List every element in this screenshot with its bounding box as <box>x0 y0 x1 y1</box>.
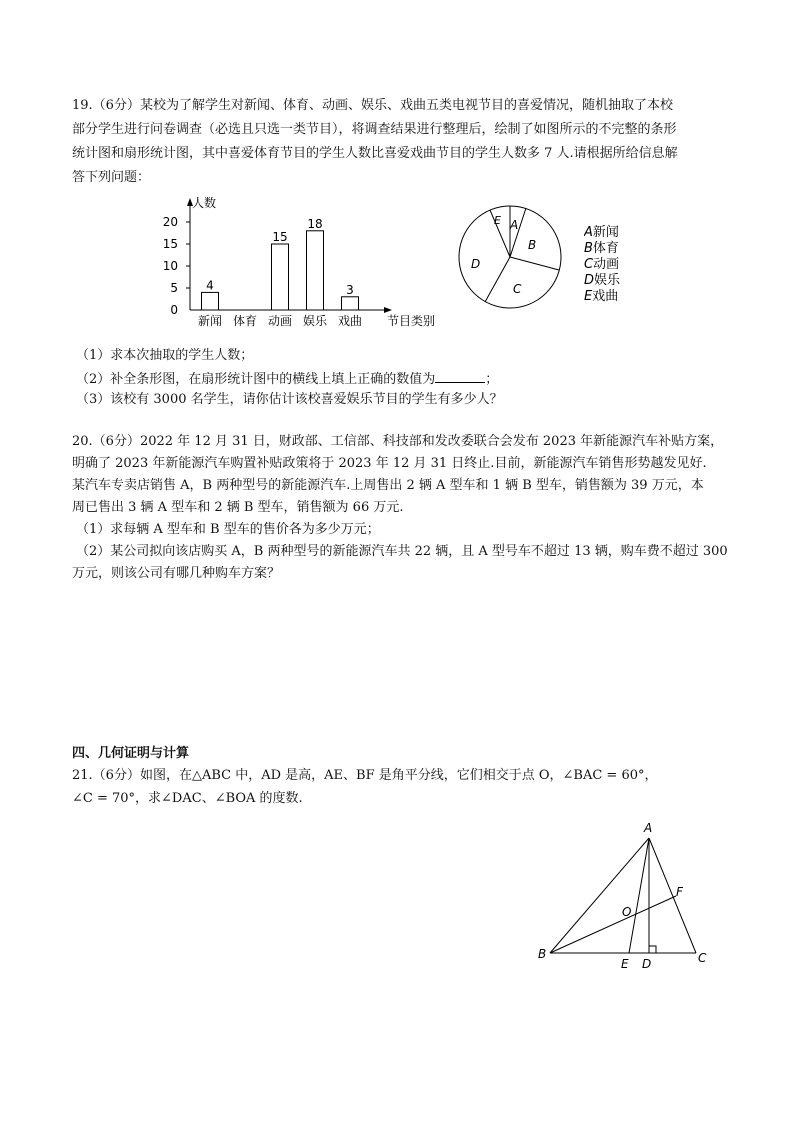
legend-item-e: E戏曲 <box>584 289 619 304</box>
bar <box>202 292 219 310</box>
q19-line-2: 部分学生进行问卷调查（必选且只选一类节目），将调查结果进行整理后，绘制了如图所示的不完整的条形 <box>72 122 677 137</box>
pie-label-b: B <box>528 238 537 252</box>
legend-item-b: B体育 <box>584 241 619 256</box>
pie-radius-3 <box>510 257 559 270</box>
point-f: F <box>676 885 683 899</box>
point-b: B <box>538 947 547 961</box>
bar-value-label: 4 <box>206 278 214 293</box>
y-tick-label: 0 <box>170 303 178 317</box>
q21-line-2: ∠C = 70°，求∠DAC、∠BOA 的度数. <box>72 791 303 806</box>
q20-line-3: 某汽车专卖店销售 A，B 两种型号的新能源汽车.上周售出 2 辆 A 型车和 1 辆 B 型车，销售额为 39 万元，本 <box>72 478 704 493</box>
y-axis-label: 人数 <box>192 196 217 210</box>
side-ab <box>550 838 649 953</box>
side-ac <box>649 838 696 953</box>
answer-blank[interactable] <box>435 369 485 383</box>
q21-line-1: 21.（6分）如图，在△ABC 中，AD 是高，AE、BF 是角平分线，它们相交于点 O，∠BAC = 60°， <box>72 768 658 783</box>
bar <box>272 244 289 310</box>
q20-sub-1: （1）求每辆 A 型车和 B 型车的售价各为多少万元； <box>76 522 380 537</box>
q20-sub-2a: （2）某公司拟向该店购买 A，B 两种型号的新能源汽车共 22 辆，且 A 型号车不超过 13 辆，购车费不超过 300 <box>76 544 728 559</box>
x-axis-arrow <box>384 307 392 313</box>
section-title: 四、几何证明与计算 <box>72 746 190 761</box>
point-e: E <box>621 957 629 968</box>
x-tick-label: 体育 <box>232 314 258 328</box>
bar-value-label: 3 <box>346 282 354 297</box>
segment-ae <box>629 838 649 953</box>
bar <box>307 231 324 310</box>
q20-line-4: 周已售出 3 辆 A 型车和 2 辆 B 型车，销售额为 66 万元. <box>72 500 404 515</box>
q19-line-4: 答下列问题： <box>72 170 151 185</box>
y-tick-label: 20 <box>162 215 178 229</box>
bar-value-label: 18 <box>307 216 323 231</box>
x-axis-label: 节目类别 <box>387 314 436 328</box>
pie-radius-4 <box>485 257 510 302</box>
q19-sub-3: （3）该校有 3000 名学生，请你估计该校喜爱娱乐节目的学生有多少人？ <box>76 392 503 407</box>
q19-sub-2 <box>76 369 498 389</box>
segment-bf <box>550 896 676 953</box>
triangle-figure <box>530 818 720 968</box>
bar-chart <box>150 192 450 337</box>
q20-line-1: 20.（6分）2022 年 12 月 31 日，财政部、工信部、科技部和发改委联合会发布 2023 年新能源汽车补贴方案， <box>72 434 724 449</box>
pie-label-d: D <box>471 257 481 271</box>
y-tick-label: 10 <box>162 259 178 273</box>
legend-item-c: C动画 <box>584 257 620 272</box>
q19-sub-2-end: ； <box>485 372 499 387</box>
bar <box>342 297 359 310</box>
y-tick-label: 5 <box>170 281 178 295</box>
x-tick-label: 新闻 <box>197 314 223 328</box>
q19-line-1: 19.（6分）某校为了解学生对新闻、体育、动画、娱乐、戏曲五类电视节目的喜爱情况，随机抽取了本校 <box>72 98 673 113</box>
x-tick-label: 动画 <box>267 314 293 328</box>
pie-radius-2 <box>510 208 526 257</box>
q20-line-2: 明确了 2023 年新能源汽车购置补贴政策将于 2023 年 12 月 31 日终止.目前，新能源汽车销售形势越发见好. <box>72 456 707 471</box>
pie-label-a: A <box>510 218 519 232</box>
point-o: O <box>622 905 632 919</box>
x-tick-label: 戏曲 <box>337 314 363 328</box>
bar-value-label: 15 <box>272 230 288 244</box>
point-a: A <box>644 821 653 835</box>
point-c: C <box>698 951 707 965</box>
right-angle-mark <box>649 946 656 953</box>
x-tick-label: 娱乐 <box>302 314 328 328</box>
legend-item-d: D娱乐 <box>584 273 621 288</box>
pie-chart <box>452 200 572 315</box>
pie-label-c: C <box>513 282 522 296</box>
point-d: D <box>642 957 652 968</box>
pie-label-e: E <box>494 214 501 227</box>
q20-sub-2b: 万元，则该公司有哪几种购车方案？ <box>72 566 281 581</box>
legend-item-a: A新闻 <box>584 225 619 240</box>
q19-line-3: 统计图和扇形统计图，其中喜爱体育节目的学生人数比喜爱戏曲节目的学生人数多 7 人.请根据所给信息解 <box>72 146 678 161</box>
y-tick-label: 15 <box>162 237 178 251</box>
q19-sub-2-text: （2）补全条形图，在扇形统计图中的横线上填上正确的数值为 <box>76 372 436 387</box>
q19-sub-1: （1）求本次抽取的学生人数； <box>76 348 254 363</box>
pie-legend <box>584 222 664 308</box>
